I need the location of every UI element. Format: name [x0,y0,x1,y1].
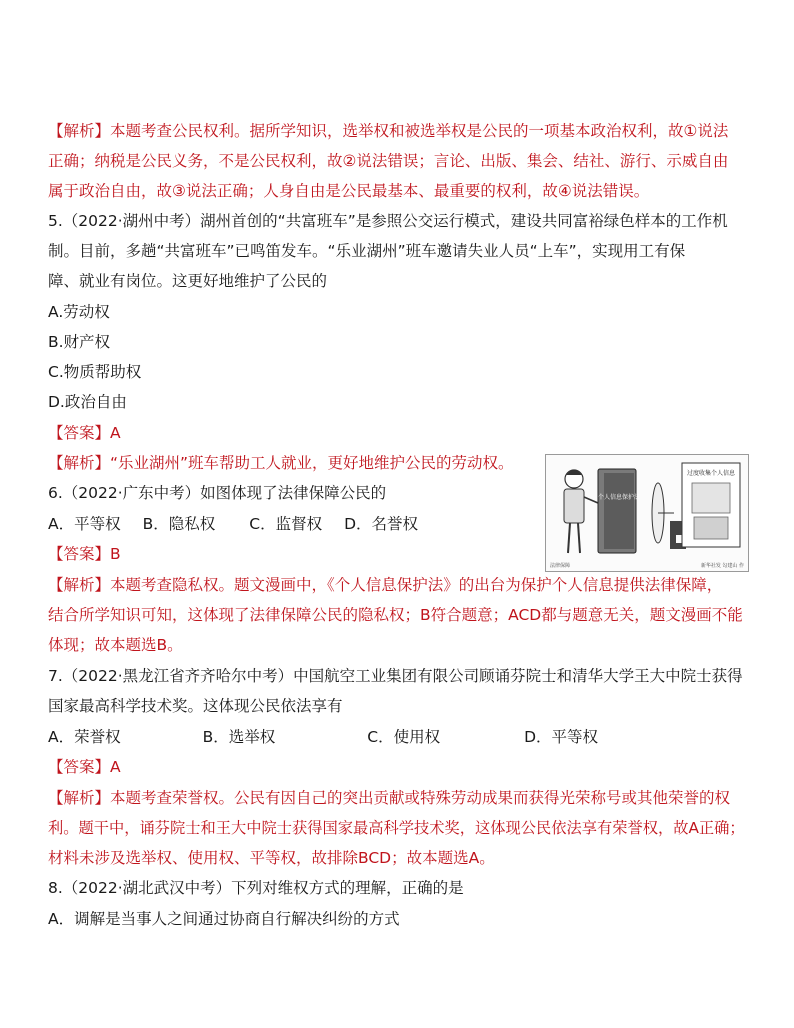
q7-option-b: B．选举权 [202,728,276,746]
q7-option-c: C．使用权 [367,728,441,746]
q5-stem-line-3: 障、就业有岗位。这更好地维护了公民的 [48,272,328,290]
cartoon-caption-right: 新华社发 勾建山 作 [700,563,744,569]
q6-analysis-line-2: 结合所学知识可知，这体现了法律保障公民的隐私权；B符合题意；ACD都与题意无关，题文漫画不能 [48,606,743,624]
q6-stem: 6.（2022·广东中考）如图体现了法律保障公民的 [48,484,387,502]
q6-option-a: A．平等权 [48,515,121,533]
q5-answer: 【答案】A [48,424,121,442]
q7-analysis-line-2: 利。题干中，诵芬院士和王大中院士获得国家最高科学技术奖，这体现公民依法享有荣誉权，故A正确； [48,819,745,837]
q5-stem-line-1: 5.（2022·湖州中考）湖州首创的“共富班车”是参照公交运行模式，建设共同富裕绿色样本的工作机 [48,212,728,230]
q6-option-b: B．隐私权 [142,515,216,533]
q6-analysis-line-3: 体现；故本题选B。 [48,636,183,654]
q6-analysis-line-1: 【解析】本题考查隐私权。题文漫画中，《个人信息保护法》的出台为保护个人信息提供法律保障， [48,576,723,594]
q5-option-a: A.劳动权 [48,303,110,321]
q8-option-a: A．调解是当事人之间通过协商自行解决纠纷的方式 [48,910,400,928]
q8-stem: 8.（2022·湖北武汉中考）下列对维权方式的理解，正确的是 [48,879,464,897]
q5-option-b: B.财产权 [48,333,111,351]
q6-option-c: C．监督权 [249,515,323,533]
q4-analysis-line-3: 属于政治自由，故③说法正确；人身自由是公民最基本、最重要的权利，故④说法错误。 [48,182,650,200]
q7-analysis-line-3: 材料未涉及选举权、使用权、平等权，故排除BCD；故本题选A。 [48,849,495,867]
q6-answer: 【答案】B [48,545,121,563]
q5-stem-line-2: 制。目前，多趟“共富班车”已鸣笛发车。“乐业湖州”班车邀请失业人员“上车”，实现用工有保 [48,242,686,260]
q7-option-a: A．荣誉权 [48,728,121,746]
cartoon-caption-left: 法律保障 [550,563,571,569]
cartoon-sign: 过度收集个人信息 [686,470,736,477]
q7-stem-line-2: 国家最高科学技术奖。这体现公民依法享有 [48,697,343,715]
cartoon-book-title: 个人信息保护法 [597,494,641,501]
q6-cartoon-image [545,454,749,572]
q5-option-c: C.物质帮助权 [48,363,142,381]
q6-options [48,514,418,534]
q7-analysis-line-1: 【解析】本题考查荣誉权。公民有因自己的突出贡献或特殊劳动成果而获得光荣称号或其他荣誉的权 [48,789,731,807]
q5-analysis: 【解析】“乐业湖州”班车帮助工人就业，更好地维护公民的劳动权。 [48,454,514,472]
q6-option-d: D．名誉权 [344,515,419,533]
q5-option-d: D.政治自由 [48,393,127,411]
q4-analysis-line-2: 正确；纳税是公民义务，不是公民权利，故②说法错误；言论、出版、集会、结社、游行、示威自由 [48,152,729,170]
q7-stem-line-1: 7.（2022·黑龙江省齐齐哈尔中考）中国航空工业集团有限公司顾诵芬院士和清华大学王大中院士获得 [48,667,743,685]
q4-analysis-line-1: 【解析】本题考查公民权利。据所学知识，选举权和被选举权是公民的一项基本政治权利，故①说法 [48,122,729,140]
q7-answer: 【答案】A [48,758,121,776]
q7-options [48,727,598,747]
q7-option-d: D．平等权 [524,728,599,746]
